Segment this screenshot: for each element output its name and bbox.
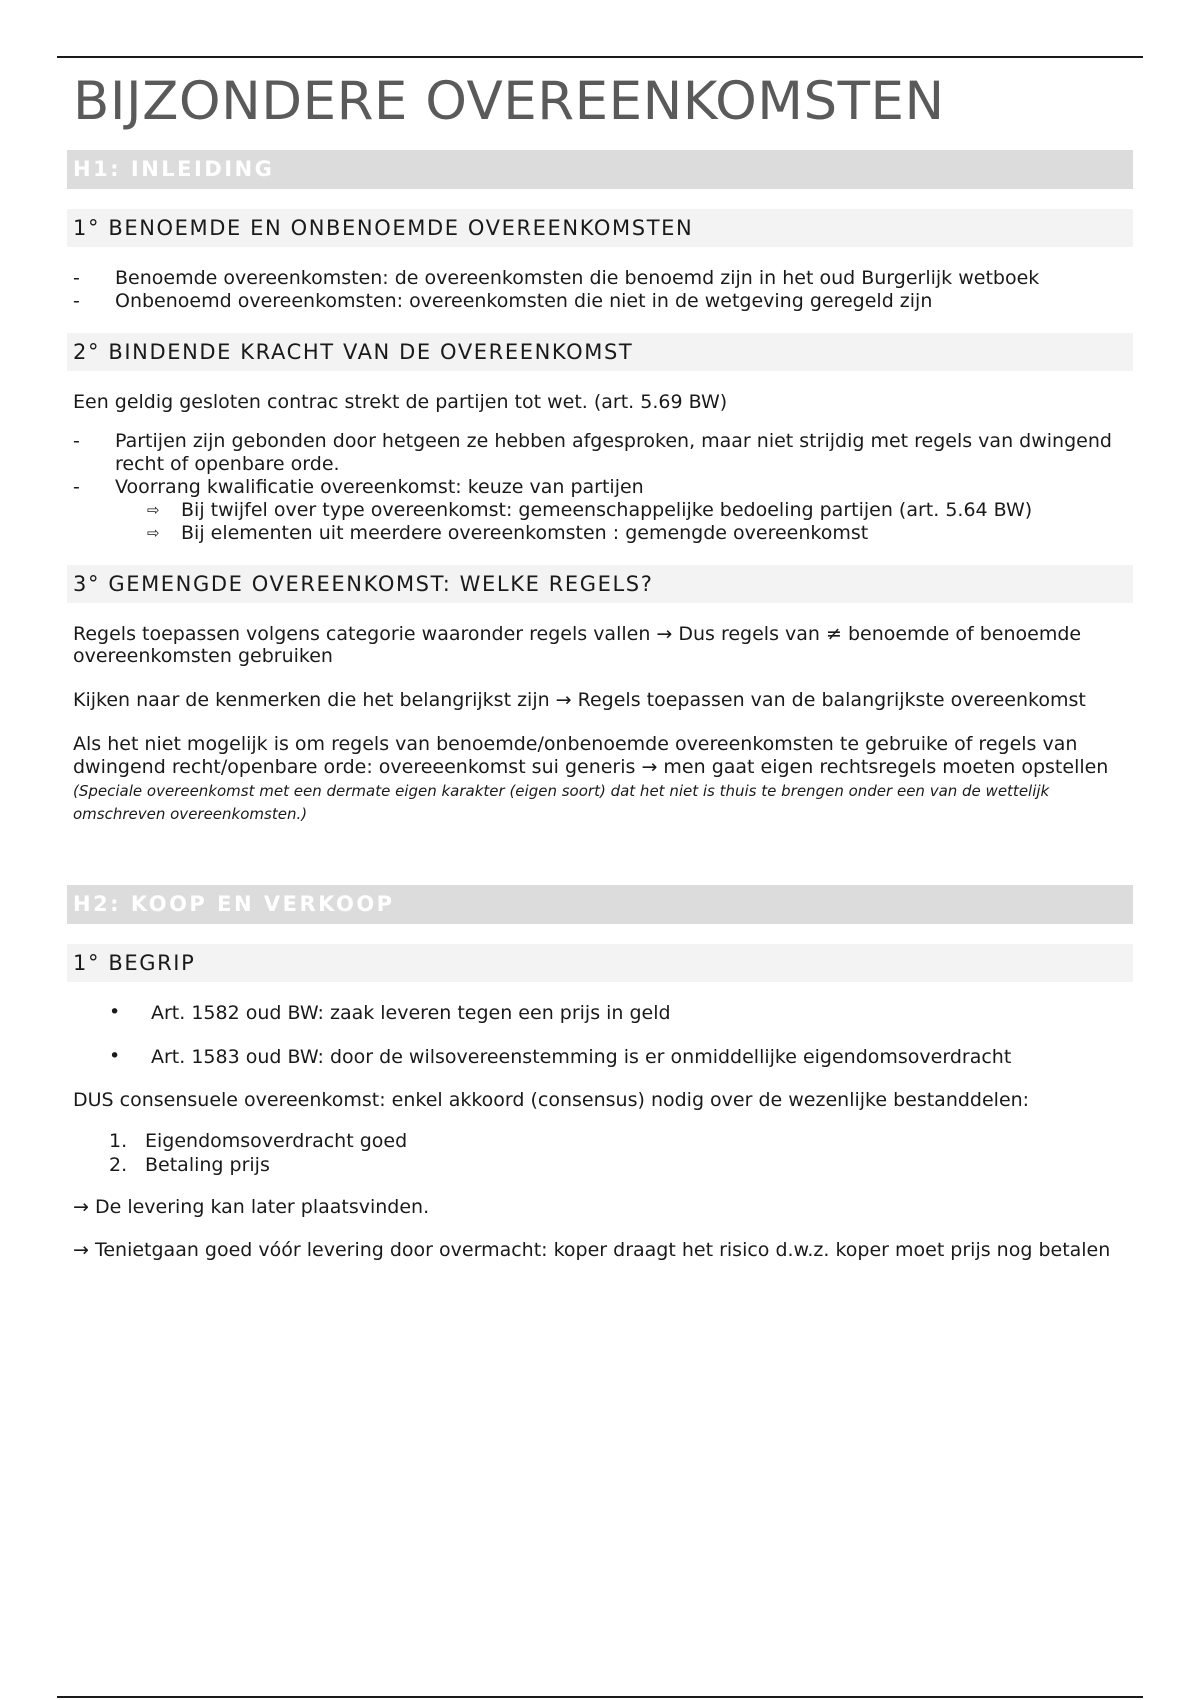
numbered-list [67, 1129, 1133, 1177]
dash-marker: - [73, 429, 80, 452]
list-item: • Art. 1583 oud BW: door de wilsovereenstemming is er onmiddellijke eigendomsoverdracht [109, 1044, 1012, 1068]
paragraph-intro: Een geldig gesloten contrac strekt de partijen tot wet. (art. 5.69 BW) [73, 390, 728, 413]
sub-list-item: ⇨ Bij twijfel over type overeenkomst: gemeenschappelijke bedoeling partijen (art. 5.64 BW) [147, 498, 1033, 521]
dash-marker: - [73, 266, 80, 289]
dash-marker: - [73, 289, 80, 312]
number-marker: 1. [109, 1129, 128, 1152]
dash-marker: - [73, 475, 80, 498]
arrow-icon: ⇨ [147, 523, 160, 542]
list-benoemde [67, 267, 1133, 313]
section-heading-begrip: 1° BEGRIP [67, 944, 1133, 982]
paragraph: Kijken naar de kenmerken die het belangrijkst zijn → Regels toepassen van de balangrijkste overeenkomst [73, 688, 1086, 711]
paragraph: DUS consensuele overeenkomst: enkel akkoord (consensus) nodig over de wezenlijke bestanddelen: [73, 1088, 1030, 1111]
arrow-icon: ⇨ [147, 500, 160, 519]
chapter-heading-h1: H1: INLEIDING [67, 150, 1133, 189]
bullet-list [67, 1002, 1133, 1068]
paragraph: → De levering kan later plaatsvinden. [73, 1195, 430, 1218]
bottom-rule [57, 1696, 1143, 1698]
list-bindende-kracht [67, 430, 1133, 545]
document-title: BIJZONDERE OVEREENKOMSTEN [73, 71, 945, 132]
list-item: 1. Eigendomsoverdracht goed [109, 1129, 408, 1152]
list-item: - Partijen zijn gebonden door hetgeen ze hebben afgesproken, maar niet strijdig met regels van dwingend recht of openbare orde. [73, 429, 1112, 475]
list-item: • Art. 1582 oud BW: zaak leveren tegen een prijs in geld [109, 1000, 671, 1024]
bullet-marker: • [109, 1044, 121, 1067]
bullet-marker: • [109, 1000, 121, 1023]
paragraph: Als het niet mogelijk is om regels van benoemde/onbenoemde overeenkomsten te gebruike of regels van dwingend recht/openbare orde: overeeenkomst sui generis → men gaat eigen rechtsregels moeten opstellen (Speciale overeenkomst met een dermate eigen karakter (eigen soort) dat het niet is thuis te brengen onder een van de wettelijk omschreven overeenkomsten.) [73, 732, 1109, 823]
number-marker: 2. [109, 1153, 128, 1176]
sub-list-item: ⇨ Bij elementen uit meerdere overeenkomsten : gemengde overeenkomst [147, 521, 869, 544]
list-item: - Voorrang kwalificatie overeenkomst: keuze van partijen [73, 475, 644, 498]
section-heading-gemengde: 3° GEMENGDE OVEREENKOMST: WELKE REGELS? [67, 565, 1133, 603]
top-rule [57, 56, 1143, 58]
paragraph: Regels toepassen volgens categorie waaronder regels vallen → Dus regels van ≠ benoemde of benoemde overeenkomsten gebruiken [73, 622, 1082, 667]
section-heading-bindende-kracht: 2° BINDENDE KRACHT VAN DE OVEREENKOMST [67, 333, 1133, 371]
paragraph: → Tenietgaan goed vóór levering door overmacht: koper draagt het risico d.w.z. koper moet prijs nog betalen [73, 1238, 1111, 1261]
list-item: - Benoemde overeenkomsten: de overeenkomsten die benoemd zijn in het oud Burgerlijk wetboek [73, 266, 1040, 289]
document-body [67, 62, 1133, 1261]
list-item: 2. Betaling prijs [109, 1153, 270, 1176]
italic-note: (Speciale overeenkomst met een dermate eigen karakter (eigen soort) dat het niet is thuis te brengen onder een van de wettelijk omschreven overeenkomsten.) [73, 781, 1050, 823]
list-item: - Onbenoemd overeenkomsten: overeenkomsten die niet in de wetgeving geregeld zijn [73, 289, 933, 312]
section-heading-benoemde: 1° BENOEMDE EN ONBENOEMDE OVEREENKOMSTEN [67, 209, 1133, 247]
chapter-heading-h2: H2: KOOP EN VERKOOP [67, 885, 1133, 924]
